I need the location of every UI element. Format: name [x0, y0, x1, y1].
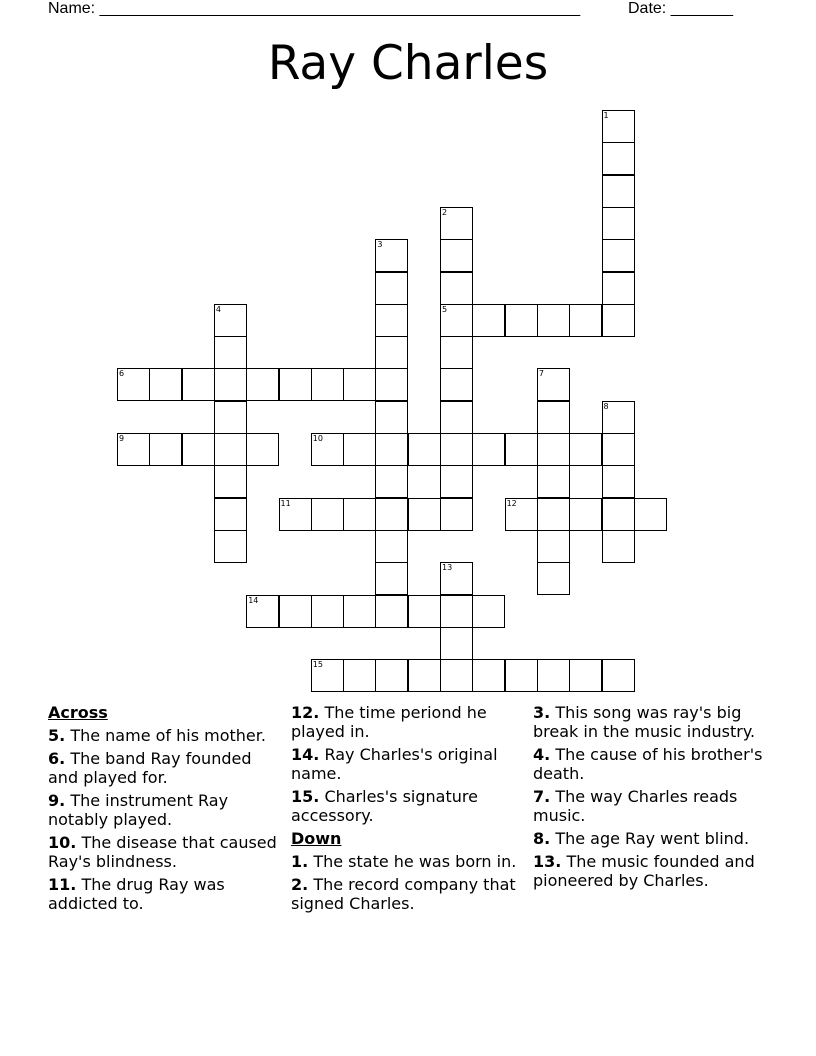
grid-cell[interactable] [182, 433, 215, 466]
grid-cell[interactable] [343, 498, 376, 531]
clue-number: 12 [506, 498, 517, 508]
grid-cell[interactable] [149, 368, 182, 401]
grid-cell[interactable] [569, 659, 602, 692]
grid-cell[interactable] [375, 433, 408, 466]
puzzle-title: Ray Charles [267, 36, 549, 91]
grid-cell[interactable] [472, 595, 505, 628]
grid-cell[interactable] [505, 498, 538, 531]
grid-cell[interactable] [343, 595, 376, 628]
grid-cell[interactable] [375, 562, 408, 595]
grid-cell[interactable] [537, 433, 570, 466]
clue-across-9: 9. The instrument Ray notably played. [48, 791, 229, 829]
grid-cell[interactable] [602, 465, 635, 498]
grid-cell[interactable] [602, 401, 635, 434]
grid-cell[interactable] [440, 368, 473, 401]
grid-cell[interactable] [311, 595, 344, 628]
grid-cell[interactable] [537, 401, 570, 434]
grid-cell[interactable] [602, 175, 635, 208]
grid-cell[interactable] [440, 304, 473, 337]
grid-cell[interactable] [214, 368, 247, 401]
across-heading: Across [48, 703, 108, 722]
clue-across-15: 15. Charles's signature accessory. [291, 787, 478, 825]
grid-cell[interactable] [117, 433, 150, 466]
grid-cell[interactable] [440, 659, 473, 692]
grid-cell[interactable] [537, 659, 570, 692]
grid-cell[interactable] [375, 336, 408, 369]
grid-cell[interactable] [440, 627, 473, 660]
clues-column-2 [291, 703, 521, 917]
grid-cell[interactable] [214, 401, 247, 434]
grid-cell[interactable] [602, 272, 635, 305]
grid-cell[interactable] [634, 498, 667, 531]
grid-cell[interactable] [311, 498, 344, 531]
clue-down-3: 3. This song was ray's big break in the music industry. [533, 703, 756, 741]
clue-across-12: 12. The time periond he played in. [291, 703, 487, 741]
grid-cell[interactable] [375, 595, 408, 628]
clue-number: 11 [280, 498, 291, 508]
grid-cell[interactable] [311, 433, 344, 466]
grid-cell[interactable] [602, 433, 635, 466]
grid-cell[interactable] [375, 530, 408, 563]
name-field[interactable]: Name: ______________________________________________________ [48, 0, 581, 17]
grid-cell[interactable] [440, 498, 473, 531]
grid-cell[interactable] [602, 142, 635, 175]
clue-down-2: 2. The record company that signed Charles. [291, 875, 516, 913]
grid-cell[interactable] [472, 304, 505, 337]
grid-cell[interactable] [440, 465, 473, 498]
grid-cell[interactable] [117, 368, 150, 401]
grid-cell[interactable] [375, 659, 408, 692]
clue-number: 13 [442, 563, 453, 573]
grid-cell[interactable] [440, 272, 473, 305]
grid-cell[interactable] [569, 498, 602, 531]
grid-cell[interactable] [440, 336, 473, 369]
clue-number: 3 [377, 240, 383, 250]
down-heading: Down [291, 829, 342, 848]
grid-cell[interactable] [246, 433, 279, 466]
clue-number: 7 [538, 369, 544, 379]
grid-cell[interactable] [440, 433, 473, 466]
grid-cell[interactable] [214, 304, 247, 337]
grid-cell[interactable] [602, 498, 635, 531]
grid-cell[interactable] [472, 433, 505, 466]
grid-cell[interactable] [537, 498, 570, 531]
clue-number: 6 [119, 369, 125, 379]
grid-cell[interactable] [440, 595, 473, 628]
grid-cell[interactable] [569, 433, 602, 466]
clue-down-13: 13. The music founded and pioneered by Charles. [533, 852, 755, 890]
clue-down-8: 8. The age Ray went blind. [533, 829, 750, 848]
grid-cell[interactable] [214, 498, 247, 531]
grid-cell[interactable] [440, 401, 473, 434]
grid-cell[interactable] [311, 659, 344, 692]
clue-number: 10 [312, 434, 323, 443]
grid-cell[interactable] [408, 595, 441, 628]
grid-cell[interactable] [602, 110, 635, 143]
grid-cell[interactable] [375, 239, 408, 272]
grid-cell[interactable] [505, 433, 538, 466]
grid-cell[interactable] [440, 562, 473, 595]
grid-cell[interactable] [343, 433, 376, 466]
clue-down-1: 1. The state he was born in. [291, 852, 517, 871]
clue-number: 4 [215, 304, 221, 314]
clue-across-5: 5. The name of his mother. [48, 726, 266, 745]
grid-cell[interactable] [246, 595, 279, 628]
grid-cell[interactable] [375, 401, 408, 434]
grid-cell[interactable] [569, 304, 602, 337]
clue-across-14: 14. Ray Charles's original name. [291, 745, 498, 783]
date-field[interactable]: Date: _______ [628, 0, 733, 17]
grid-cell[interactable] [537, 465, 570, 498]
grid-cell[interactable] [602, 304, 635, 337]
grid-cell[interactable] [375, 304, 408, 337]
clue-down-4: 4. The cause of his brother's death. [533, 745, 763, 783]
clues-column-3 [533, 703, 773, 894]
grid-cell[interactable] [505, 659, 538, 692]
grid-cell[interactable] [602, 659, 635, 692]
clue-number: 1 [603, 111, 609, 120]
grid-cell[interactable] [343, 659, 376, 692]
grid-cell[interactable] [505, 304, 538, 337]
grid-cell[interactable] [375, 368, 408, 401]
clues-column-1 [48, 703, 278, 917]
grid-cell[interactable] [537, 530, 570, 563]
grid-cell[interactable] [537, 562, 570, 595]
grid-cell[interactable] [408, 659, 441, 692]
grid-cell[interactable] [182, 368, 215, 401]
clue-number: 5 [442, 304, 448, 314]
grid-cell[interactable] [602, 239, 635, 272]
grid-cell[interactable] [602, 207, 635, 240]
clue-across-11: 11. The drug Ray was addicted to. [48, 875, 225, 913]
grid-cell[interactable] [214, 465, 247, 498]
clue-number: 2 [442, 207, 448, 217]
grid-cell[interactable] [214, 433, 247, 466]
grid-cell[interactable] [279, 368, 312, 401]
clue-number: 8 [603, 401, 609, 411]
clue-across-10: 10. The disease that caused Ray's blindness. [48, 833, 277, 871]
grid-cell[interactable] [343, 368, 376, 401]
grid-cell[interactable] [279, 498, 312, 531]
grid-cell[interactable] [375, 272, 408, 305]
grid-cell[interactable] [408, 433, 441, 466]
grid-cell[interactable] [602, 530, 635, 563]
grid-cell[interactable] [214, 336, 247, 369]
grid-cell[interactable] [246, 368, 279, 401]
grid-cell[interactable] [214, 530, 247, 563]
clue-across-6: 6. The band Ray founded and played for. [48, 749, 252, 787]
clue-number: 14 [248, 595, 259, 605]
clue-down-7: 7. The way Charles reads music. [533, 787, 738, 825]
grid-cell[interactable] [149, 433, 182, 466]
grid-cell[interactable] [375, 465, 408, 498]
grid-cell[interactable] [440, 239, 473, 272]
grid-cell[interactable] [408, 498, 441, 531]
grid-cell[interactable] [311, 368, 344, 401]
grid-cell[interactable] [537, 368, 570, 401]
clue-number: 9 [119, 434, 125, 443]
grid-cell[interactable] [440, 207, 473, 240]
grid-cell[interactable] [537, 304, 570, 337]
grid-cell[interactable] [472, 659, 505, 692]
clue-number: 15 [312, 660, 323, 670]
grid-cell[interactable] [375, 498, 408, 531]
grid-cell[interactable] [279, 595, 312, 628]
